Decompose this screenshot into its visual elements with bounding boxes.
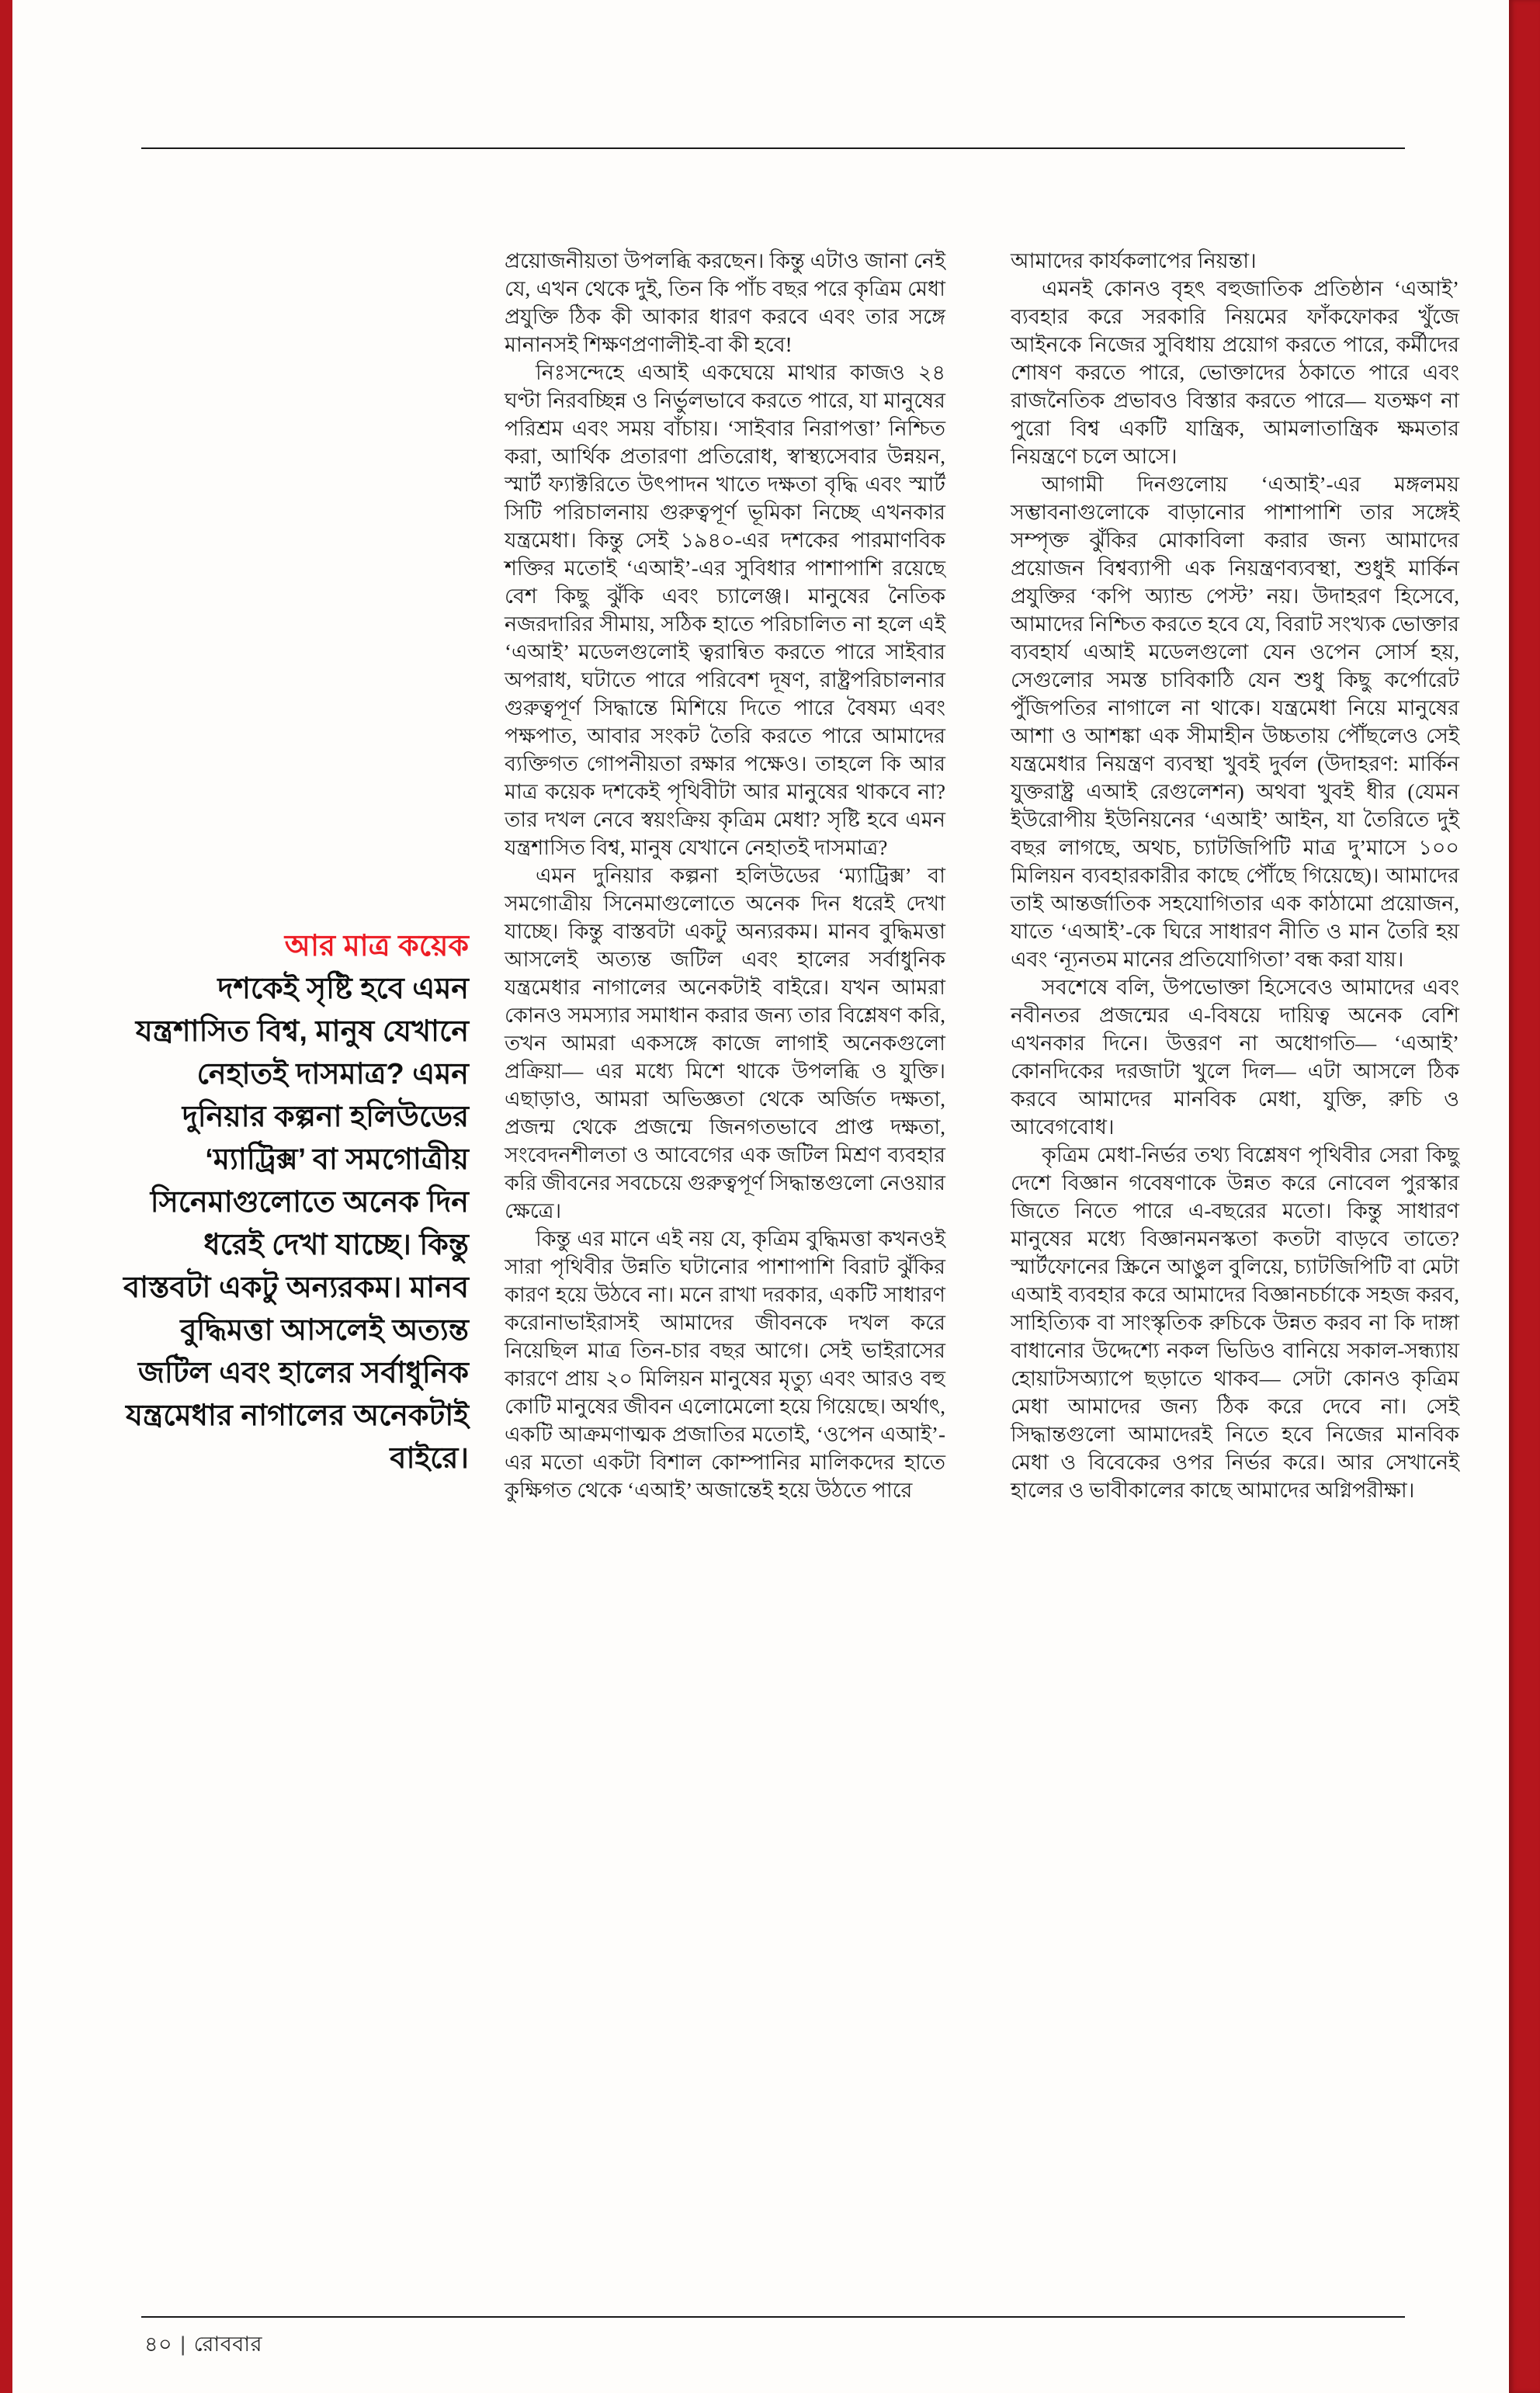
paragraph: প্রয়োজনীয়তা উপলব্ধি করছেন। কিন্তু এটাও জানা নেই যে, এখন থেকে দুই, তিন কি পাঁচ বছর পরে কৃত্রিম মেধা প্রযুক্তি ঠিক কী আকার ধারণ করবে এবং তার সঙ্গে মানানসই শিক্ষণপ্রণালীই-বা কী হবে! [505, 249, 945, 356]
paragraph: সবশেষে বলি, উপভোক্তা হিসেবেও আমাদের এবং নবীনতর প্রজন্মের এ-বিষয়ে দায়িত্ব অনেক বেশি এখনকার দিনে। উত্তরণ না অধোগতি— ‘এআই’ কোনদিকের দরজাটা খুলে দিল— এটা আসলে ঠিক করবে আমাদের মানবিক মেধা, যুক্তি, রুচি ও আবেগবোধ। [1011, 976, 1459, 1139]
paragraph: কৃত্রিম মেধা-নির্ভর তথ্য বিশ্লেষণ পৃথিবীর সেরা কিছু দেশে বিজ্ঞান গবেষণাকে উন্নত করে নোবেল পুরস্কার জিতে নিতে পারে এ-বছরের মতো। কিন্তু সাধারণ মানুষের মধ্যে বিজ্ঞানমনস্কতা কতটা বাড়বে তাতে? স্মার্টফোনের স্ক্রিনে আঙুল বুলিয়ে, চ্যাটজিপিটি বা মেটা এআই ব্যবহার করে আমাদের বিজ্ঞানচর্চাকে সহজ করব, সাহিত্যিক বা সাংস্কৃতিক রুচিকে উন্নত করব না কি দাঙ্গা বাধানোর উদ্দেশ্যে নকল ভিডিও বানিয়ে সকাল-সন্ধ্যায় হোয়াটসঅ্যাপে ছড়াতে থাকব— সেটা কোনও কৃত্রিম মেধা আমাদের জন্য ঠিক করে দেবে না। সেই সিদ্ধান্তগুলো আমাদেরই নিতে হবে নিজের মানবিক মেধা ও বিবেকের ওপর নির্ভর করে। আর সেখানেই হালের ও ভাবীকালের কাছে আমাদের অগ্নিপরীক্ষা। [1011, 1143, 1459, 1502]
pull-quote-highlight: আর মাত্র কয়েক [284, 930, 469, 962]
magazine-name: রোববার [193, 2332, 262, 2356]
paragraph: আমাদের কার্যকলাপের নিয়ন্তা। [1011, 249, 1257, 272]
top-rule [141, 147, 1405, 149]
paragraph: এমনই কোনও বৃহৎ বহুজাতিক প্রতিষ্ঠান ‘এআই’ ব্যবহার করে সরকারি নিয়মের ফাঁকফোকর খুঁজে আইনকে নিজের সুবিধায় প্রয়োগ করতে পারে, কর্মীদের শোষণ করতে পারে, ভোক্তাদের ঠকাতে পারে এবং রাজনৈতিক প্রভাবও বিস্তার করতে পারে— যতক্ষণ না পুরো বিশ্ব একটি যান্ত্রিক, আমলাতান্ত্রিক ক্ষমতার নিয়ন্ত্রণে চলে আসে। [1011, 277, 1459, 468]
pull-quote [115, 925, 469, 1480]
article-column-right [1011, 247, 1459, 1504]
paragraph: কিন্তু এর মানে এই নয় যে, কৃত্রিম বুদ্ধিমত্তা কখনওই সারা পৃথিবীর উন্নতি ঘটানোর পাশাপাশি বিরাট ঝুঁকির কারণ হয়ে উঠবে না। মনে রাখা দরকার, একটি সাধারণ করোনাভাইরাসই আমাদের জীবনকে দখল করে নিয়েছিল মাত্র তিন-চার বছর আগে। সেই ভাইরাসের কারণে প্রায় ২০ মিলিয়ন মানুষের মৃত্যু এবং আরও বহু কোটি মানুষের জীবন এলোমেলো হয়ে গিয়েছে। অর্থাৎ, একটি আক্রমণাত্মক প্রজাতির মতোই, ‘ওপেন এআই’-এর মতো একটা বিশাল কোম্পানির মালিকদের হাতে কুক্ষিগত থেকে ‘এআই’ অজান্তেই হয়ে উঠতে পারে [505, 1227, 945, 1502]
article-column-left [505, 247, 945, 1504]
right-page-edge [1509, 0, 1540, 2393]
page-number: ৪০ [144, 2332, 173, 2356]
page-footer [144, 2329, 262, 2364]
paragraph: এমন দুনিয়ার কল্পনা হলিউডের ‘ম্যাট্রিক্স’ বা সমগোত্রীয় সিনেমাগুলোতে অনেক দিন ধরেই দেখা যাচ্ছে। কিন্তু বাস্তবটা একটু অন্যরকম। মানব বুদ্ধিমত্তা আসলেই অত্যন্ত জটিল এবং হালের সর্বাধুনিক যন্ত্রমেধার নাগালের অনেকটাই বাইরে। যখন আমরা কোনও সমস্যার সমাধান করার জন্য তার বিশ্লেষণ করি, তখন আমরা একসঙ্গে কাজে লাগাই অনেকগুলো প্রক্রিয়া— এর মধ্যে মিশে থাকে উপলব্ধি ও যুক্তি। এছাড়াও, আমরা অভিজ্ঞতা থেকে অর্জিত দক্ষতা, প্রজন্ম থেকে প্রজন্মে জিনগতভাবে প্রাপ্ত দক্ষতা, সংবেদনশীলতা ও আবেগের এক জটিল মিশ্রণ ব্যবহার করি জীবনের সবচেয়ে গুরুত্বপূর্ণ সিদ্ধান্তগুলো নেওয়ার ক্ষেত্রে। [505, 864, 945, 1223]
bottom-rule [141, 2316, 1405, 2318]
footer-separator: | [180, 2332, 186, 2356]
paragraph: নিঃসন্দেহে এআই একঘেয়ে মাথার কাজও ২৪ ঘণ্টা নিরবচ্ছিন্ন ও নির্ভুলভাবে করতে পারে, যা মানুষের পরিশ্রম এবং সময় বাঁচায়। ‘সাইবার নিরাপত্তা’ নিশ্চিত করা, আর্থিক প্রতারণা প্রতিরোধ, স্বাস্থ্যসেবার উন্নয়ন, স্মার্ট ফ্যাক্টরিতে উৎপাদন খাতে দক্ষতা বৃদ্ধি এবং স্মার্ট সিটি পরিচালনায় গুরুত্বপূর্ণ ভূমিকা নিচ্ছে এখনকার যন্ত্রমেধা। কিন্তু সেই ১৯৪০-এর দশকের পারমাণবিক শক্তির মতোই ‘এআই’-এর সুবিধার পাশাপাশি রয়েছে বেশ কিছু ঝুঁকি এবং চ্যালেঞ্জ। মানুষের নৈতিক নজরদারির সীমায়, সঠিক হাতে পরিচালিত না হলে এই ‘এআই’ মডেলগুলোই ত্বরান্বিত করতে পারে সাইবার অপরাধ, ঘটাতে পারে পরিবেশ দূষণ, রাষ্ট্রপরিচালনার গুরুত্বপূর্ণ সিদ্ধান্তে মিশিয়ে দিতে পারে বৈষম্য এবং পক্ষপাত, আবার সংকট তৈরি করতে পারে আমাদের ব্যক্তিগত গোপনীয়তা রক্ষার পক্ষেও। তাহলে কি আর মাত্র কয়েক দশকেই পৃথিবীটা আর মানুষের থাকবে না? তার দখল নেবে স্বয়ংক্রিয় কৃত্রিম মেধা? সৃষ্টি হবে এমন যন্ত্রশাসিত বিশ্ব, মানুষ যেখানে নেহাতই দাসমাত্র? [505, 361, 945, 859]
pull-quote-body: দশকেই সৃষ্টি হবে এমন যন্ত্রশাসিত বিশ্ব, মানুষ যেখানে নেহাতই দাসমাত্র? এমন দুনিয়ার কল্পনা হলিউডের ‘ম্যাট্রিক্স’ বা সমগোত্রীয় সিনেমাগুলোতে অনেক দিন ধরেই দেখা যাচ্ছে। কিন্তু বাস্তবটা একটু অন্যরকম। মানব বুদ্ধিমত্তা আসলেই অত্যন্ত জটিল এবং হালের সর্বাধুনিক যন্ত্রমেধার নাগালের অনেকটাই বাইরে। [123, 973, 469, 1475]
left-page-edge [0, 0, 12, 2393]
paragraph: আগামী দিনগুলোয় ‘এআই’-এর মঙ্গলময় সম্ভাবনাগুলোকে বাড়ানোর পাশাপাশি তার সঙ্গেই সম্পৃক্ত ঝুঁকির মোকাবিলা করার জন্য আমাদের প্রয়োজন বিশ্বব্যাপী এক নিয়ন্ত্রণব্যবস্থা, শুধুই মার্কিন প্রযুক্তির ‘কপি অ্যান্ড পেস্ট’ নয়। উদাহরণ হিসেবে, আমাদের নিশ্চিত করতে হবে যে, বিরাট সংখ্যক ভোক্তার ব্যবহার্য এআই মডেলগুলো যেন ওপেন সোর্স হয়, সেগুলোর সমস্ত চাবিকাঠি যেন শুধু কিছু কর্পোরেট পুঁজিপতির নাগালে না থাকে। যন্ত্রমেধা নিয়ে মানুষের আশা ও আশঙ্কা এক সীমাহীন উচ্চতায় পৌঁছলেও সেই যন্ত্রমেধার নিয়ন্ত্রণ ব্যবস্থা খুবই দুর্বল (উদাহরণ: মার্কিন যুক্তরাষ্ট্র এআই রেগুলেশন) অথবা খুবই ধীর (যেমন ইউরোপীয় ইউনিয়নের ‘এআই’ আইন, যা তৈরিতে দুই বছর লাগছে, অথচ, চ্যাটজিপিটি মাত্র দু’মাসে ১০০ মিলিয়ন ব্যবহারকারীর কাছে পৌঁছে গিয়েছে)। আমাদের তাই আন্তর্জাতিক সহযোগিতার এক কাঠামো প্রয়োজন, যাতে ‘এআই’-কে ঘিরে সাধারণ নীতি ও মান তৈরি হয় এবং ‘ন্যূনতম মানের প্রতিযোগিতা’ বন্ধ করা যায়। [1011, 473, 1459, 971]
